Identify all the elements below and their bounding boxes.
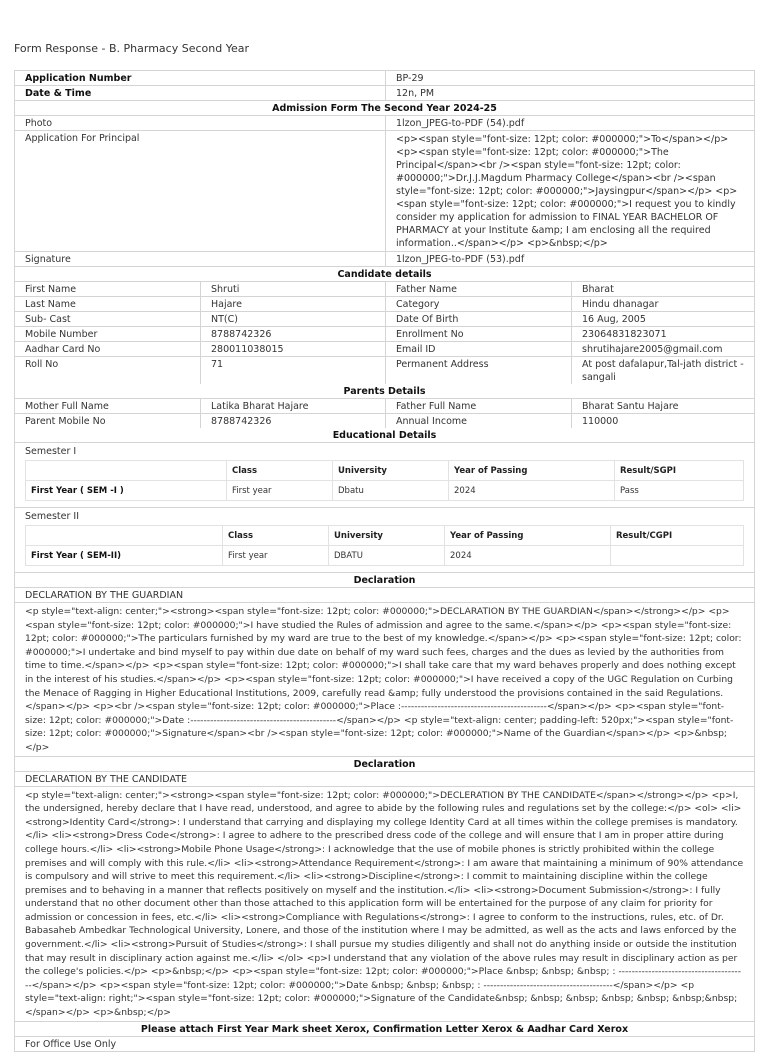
- semester2-header-year: Year of Passing: [445, 526, 611, 546]
- educational-section-row: [15, 428, 754, 443]
- semester1-header-university: University: [333, 461, 449, 481]
- admission-section-title: Admission Form The Second Year 2024-25: [272, 103, 497, 114]
- parents-field-label: Mother Full Name: [25, 401, 109, 412]
- candidate-field-row: [15, 312, 754, 327]
- office-use-row: [15, 1037, 754, 1051]
- parents-field-label: Annual Income: [385, 414, 571, 428]
- semester2-sem: First Year ( SEM-II): [26, 546, 223, 566]
- declaration-section-row: [15, 573, 754, 588]
- candidate-field-label: Permanent Address: [385, 357, 571, 384]
- candidate-field-label: Last Name: [25, 299, 76, 310]
- parents-field-value: 8788742326: [200, 414, 385, 428]
- semester2-class: First year: [223, 546, 329, 566]
- parents-field-value: 110000: [571, 414, 754, 428]
- candidate-decl-text-row: [15, 787, 754, 1022]
- educational-section-title: Educational Details: [332, 430, 437, 441]
- parents-field-row: [15, 414, 754, 428]
- form-response-table: [14, 70, 755, 1052]
- semester2-header-university: University: [329, 526, 445, 546]
- semester1-header-row: [26, 461, 744, 481]
- candidate-field-label: Category: [385, 297, 571, 311]
- candidate-field-value: 8788742326: [200, 327, 385, 341]
- photo-row: [15, 116, 754, 131]
- candidate-field-row: [15, 342, 754, 357]
- date-time-label: Date & Time: [25, 88, 92, 99]
- semester2-result: [611, 546, 744, 566]
- parents-field-value: Latika Bharat Hajare: [200, 399, 385, 413]
- signature-file-link[interactable]: 1lzon_JPEG-to-PDF (53).pdf: [385, 252, 754, 266]
- semester1-header-year: Year of Passing: [449, 461, 615, 481]
- parents-field-row: [15, 399, 754, 414]
- candidate-field-value: Hajare: [200, 297, 385, 311]
- candidate-field-row: [15, 297, 754, 312]
- candidate-field-label: Roll No: [25, 359, 59, 370]
- semester2-university: DBATU: [329, 546, 445, 566]
- parents-field-label: Parent Mobile No: [25, 416, 106, 427]
- semester1-header-blank: [26, 461, 227, 481]
- candidate-field-label: Father Name: [385, 282, 571, 296]
- semester2-header-result: Result/CGPI: [611, 526, 744, 546]
- semester2-table: [25, 525, 744, 566]
- candidate-section-row: [15, 267, 754, 282]
- semester1-result: Pass: [615, 481, 744, 501]
- semester1-year: 2024: [449, 481, 615, 501]
- candidate-field-row: [15, 282, 754, 297]
- attach-note: Please attach First Year Mark sheet Xerox, Confirmation Letter Xerox & Aadhar Card Xerox: [140, 1023, 629, 1035]
- guardian-title-row: [15, 588, 754, 603]
- semester1-data-row: [26, 481, 744, 501]
- semester2-header-class: Class: [223, 526, 329, 546]
- declaration-section-row-2: [15, 757, 754, 772]
- semester2-label: Semester II: [25, 511, 80, 522]
- semester1-header-result: Result/SGPI: [615, 461, 744, 481]
- semester2-year: 2024: [445, 546, 611, 566]
- photo-label: Photo: [25, 118, 53, 129]
- semester1-label: Semester I: [25, 446, 77, 457]
- guardian-declaration-title: DECLARATION BY THE GUARDIAN: [25, 590, 184, 601]
- office-use-label: For Office Use Only: [25, 1038, 117, 1050]
- parents-section-row: [15, 384, 754, 399]
- parents-section-title: Parents Details: [343, 386, 426, 397]
- semester1-university: Dbatu: [333, 481, 449, 501]
- semester2-header-row: [26, 526, 744, 546]
- candidate-field-value: NT(C): [200, 312, 385, 326]
- declaration-section-title: Declaration: [353, 575, 416, 586]
- declaration-section-title-2: Declaration: [353, 758, 416, 770]
- application-label: Application For Principal: [25, 133, 140, 144]
- candidate-field-label: Date Of Birth: [385, 312, 571, 326]
- date-time-value: 12n, PM: [385, 86, 754, 100]
- signature-label: Signature: [25, 254, 71, 265]
- semester2-block: [15, 508, 754, 573]
- semester2-data-row: [26, 546, 744, 566]
- application-row: [15, 131, 754, 252]
- candidate-decl-title-row: [15, 772, 754, 787]
- parents-field-value: Bharat Santu Hajare: [571, 399, 754, 413]
- candidate-field-row: [15, 327, 754, 342]
- signature-row: [15, 252, 754, 267]
- candidate-field-value: shrutihajare2005@gmail.com: [571, 342, 754, 356]
- candidate-field-label: Aadhar Card No: [25, 344, 101, 355]
- candidate-field-label: Sub- Cast: [25, 314, 71, 325]
- semester1-block: [15, 443, 754, 508]
- candidate-section-title: Candidate details: [337, 269, 432, 280]
- photo-file-link[interactable]: 1lzon_JPEG-to-PDF (54).pdf: [385, 116, 754, 130]
- candidate-field-value: Bharat: [571, 282, 754, 296]
- candidate-field-value: 23064831823071: [571, 327, 754, 341]
- guardian-declaration-text: <p style="text-align: center;"><strong><span style="font-size: 12pt; color: #000000;">DECLARATION BY THE GUARDIAN</span></strong></p> <p><span style="font-size: 12pt; color: #000000;">I have studied the Rules of admission and agree to the same.</span></p> <p><span style="font-size: 12pt; color: #000000;">The particulars furnished by my ward are true to the best of my knowledge.</span></p> <p><span style="font-size: 12pt; color: #000000;">I undertake and bind myself to pay within due date on behalf of my ward such fees, charges and the dues as levied by the authorities from time to time.</span></p> <p><span style="font-size: 12pt; color: #000000;">I shall take care that my ward behaves properly and does nothing except in the interest of his studies.</span></p> <p><span style="font-size: 12pt; color: #000000;">I have received a copy of the UGC Regulation on Curbing the Menace of Ragging in Higher Educational Institutions, 2009, carefully read &amp; fully understood the provisions contained in the said Regulations.</span></p> <p><br /><span style="font-size: 12pt; color: #000000;">Place :--------------------------------------------</span></p> <p><span style="font-size: 12pt; color: #000000;">Date :--------------------------------------------</span></p> <p style="text-align: center; padding-left: 520px;"><span style="font-size: 12pt; color: #000000;">Signature</span><br /><span style="font-size: 12pt; color: #000000;">Name of the Guardian</span></p> <p>&nbsp;</p>: [25, 606, 742, 753]
- application-value: <p><span style="font-size: 12pt; color: #000000;">To</span></p> <p><span style="font-size: 12pt; color: #000000;">The Principal</span><br /><span style="font-size: 12pt; color: #000000;">Dr.J.J.Magdum Pharmacy College</span><br /><span style="font-size: 12pt; color: #000000;">Jaysingpur</span></p> <p><span style="font-size: 12pt; color: #000000;">I request you to kindly consider my application for admission to FINAL YEAR BACHELOR OF PHARMACY at your Institute &amp; I am enclosing all the required information..</span></p> <p>&nbsp;</p>: [385, 131, 754, 251]
- page-title: Form Response - B. Pharmacy Second Year: [14, 42, 249, 55]
- semester1-sem: First Year ( SEM -I ): [26, 481, 227, 501]
- parents-field-label: Father Full Name: [385, 399, 571, 413]
- guardian-text-row: [15, 603, 754, 757]
- candidate-field-label: Email ID: [385, 342, 571, 356]
- candidate-field-value: 16 Aug, 2005: [571, 312, 754, 326]
- candidate-field-value: Hindu dhanagar: [571, 297, 754, 311]
- candidate-field-value: At post dafalapur,Tal-jath district - sangali: [571, 357, 754, 384]
- application-number-row: [15, 71, 754, 86]
- date-time-row: [15, 86, 754, 101]
- semester1-header-class: Class: [227, 461, 333, 481]
- candidate-field-value: Shruti: [200, 282, 385, 296]
- semester2-header-blank: [26, 526, 223, 546]
- candidate-declaration-title: DECLARATION BY THE CANDIDATE: [25, 773, 188, 785]
- application-number-label: Application Number: [25, 73, 132, 84]
- candidate-field-label: First Name: [25, 284, 77, 295]
- application-number-value: BP-29: [385, 71, 754, 85]
- candidate-field-label: Mobile Number: [25, 329, 98, 340]
- semester1-class: First year: [227, 481, 333, 501]
- candidate-field-value: 71: [200, 357, 385, 384]
- candidate-field-row: [15, 357, 754, 384]
- candidate-field-label: Enrollment No: [385, 327, 571, 341]
- candidate-field-value: 280011038015: [200, 342, 385, 356]
- semester1-table: [25, 460, 744, 501]
- admission-section-row: [15, 101, 754, 116]
- candidate-declaration-text: <p style="text-align: center;"><strong><span style="font-size: 12pt; color: #000000;">DECLERATION BY THE CANDIDATE</span></strong></p> <p>I, the undersigned, hereby declare that I have read, understood, and agree to abide by the following rules and regulations set by the college:</p> <ol> <li><strong>Identity Card</strong>: I understand that carrying and displaying my college Identity Card at all times within the college premises is mandatory.</li> <li><strong>Dress Code</strong>: I agree to adhere to the prescribed dress code of the college and will ensure that I am in proper attire during college hours.</li> <li><strong>Mobile Phone Usage</strong>: I acknowledge that the use of mobile phones is strictly prohibited within the college premises and will comply with this rule.</li> <li><strong>Attendance Requirement</strong>: I am aware that maintaining a minimum of 90% attendance is compulsory and will strive to meet this requirement.</li> <li><strong>Discipline</strong>: I commit to maintaining discipline within the college premises and to behaving in a manner that reflects positively on myself and the institution.</li> <li><strong>Document Submission</strong>: I fully understand that no other document other than those attached to this application form will be entertained for the purpose of any claim for priority for admission or concession in fees, etc.</li> <li><strong>Compliance with Regulations</strong>: I agree to conform to the instructions, rules, etc. of Dr. Babasaheb Ambedkar Technological University, Lonere, and those of the institution where I may be admitted, as well as the acts and laws enforced by the government.</li> <li><strong>Pursuit of Studies</strong>: I shall pursue my studies diligently and shall not do anything inside or outside the institution that may result in disciplinary action against me.</li> </ol> <p>I understand that any violation of the above rules may result in disciplinary action as per the college's policies.</p> <p>&nbsp;</p> <p><span style="font-size: 12pt; color: #000000;">Place &nbsp; &nbsp; &nbsp; : ---------------------------------------</span></p> <p><span style="font-size: 12pt; color: #000000;">Date &nbsp; &nbsp; &nbsp; : ---------------------------------------</span></p> <p style="text-align: right;"><span style="font-size: 12pt; color: #000000;">Signature of the Candidate&nbsp; &nbsp; &nbsp; &nbsp; &nbsp; &nbsp;&nbsp;</span></p> <p>&nbsp;</p>: [25, 789, 744, 1019]
